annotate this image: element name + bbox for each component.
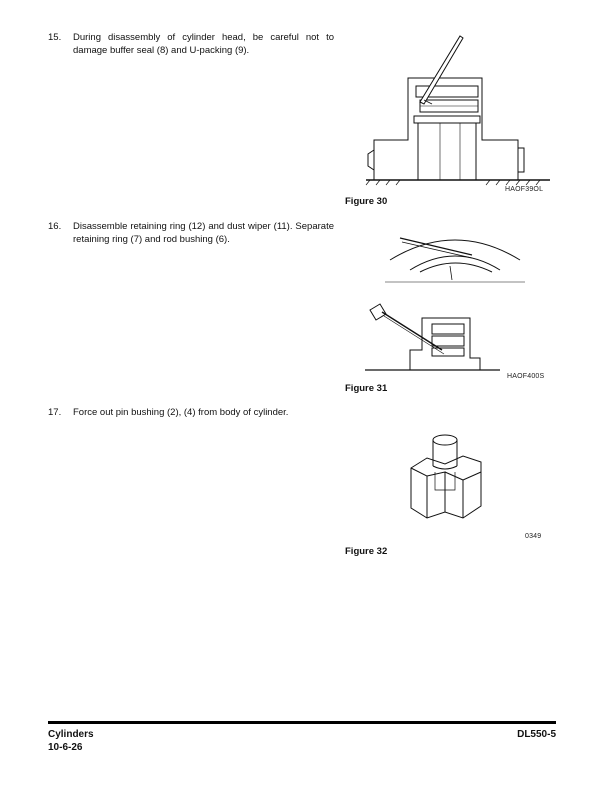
- footer-model: DL550-5: [517, 729, 556, 740]
- footer-rule: [48, 721, 556, 724]
- footer-section: Cylinders: [48, 729, 94, 740]
- figure-32-code: 0349: [525, 533, 542, 540]
- step-number: 15.: [48, 32, 62, 43]
- figure-31-illustration-top: [380, 220, 530, 290]
- step-16: [48, 221, 334, 246]
- figure-30-code: HAOF39OL: [505, 186, 544, 193]
- footer-page-number: 10-6-26: [48, 742, 83, 753]
- figure-31-code: HAOF400S: [507, 373, 545, 380]
- figure-32-illustration: [405, 428, 515, 528]
- step-number: 17.: [48, 407, 62, 418]
- step-text: Disassemble retaining ring (12) and dust wiper (11). Separate retaining ring (7) and rod bushing (6).: [73, 221, 334, 245]
- step-17: [48, 407, 334, 420]
- figure-31-caption: Figure 31: [345, 383, 388, 394]
- figure-32-caption: Figure 32: [345, 546, 388, 557]
- step-text: Force out pin bushing (2), (4) from body of cylinder.: [73, 407, 289, 418]
- figure-30-caption: Figure 30: [345, 196, 388, 207]
- step-text: During disassembly of cylinder head, be careful not to damage buffer seal (8) and U-packing (9).: [73, 32, 334, 56]
- figure-30-illustration: [360, 30, 560, 190]
- step-number: 16.: [48, 221, 62, 232]
- figure-31-illustration-bottom: [360, 300, 510, 380]
- step-15: [48, 32, 334, 57]
